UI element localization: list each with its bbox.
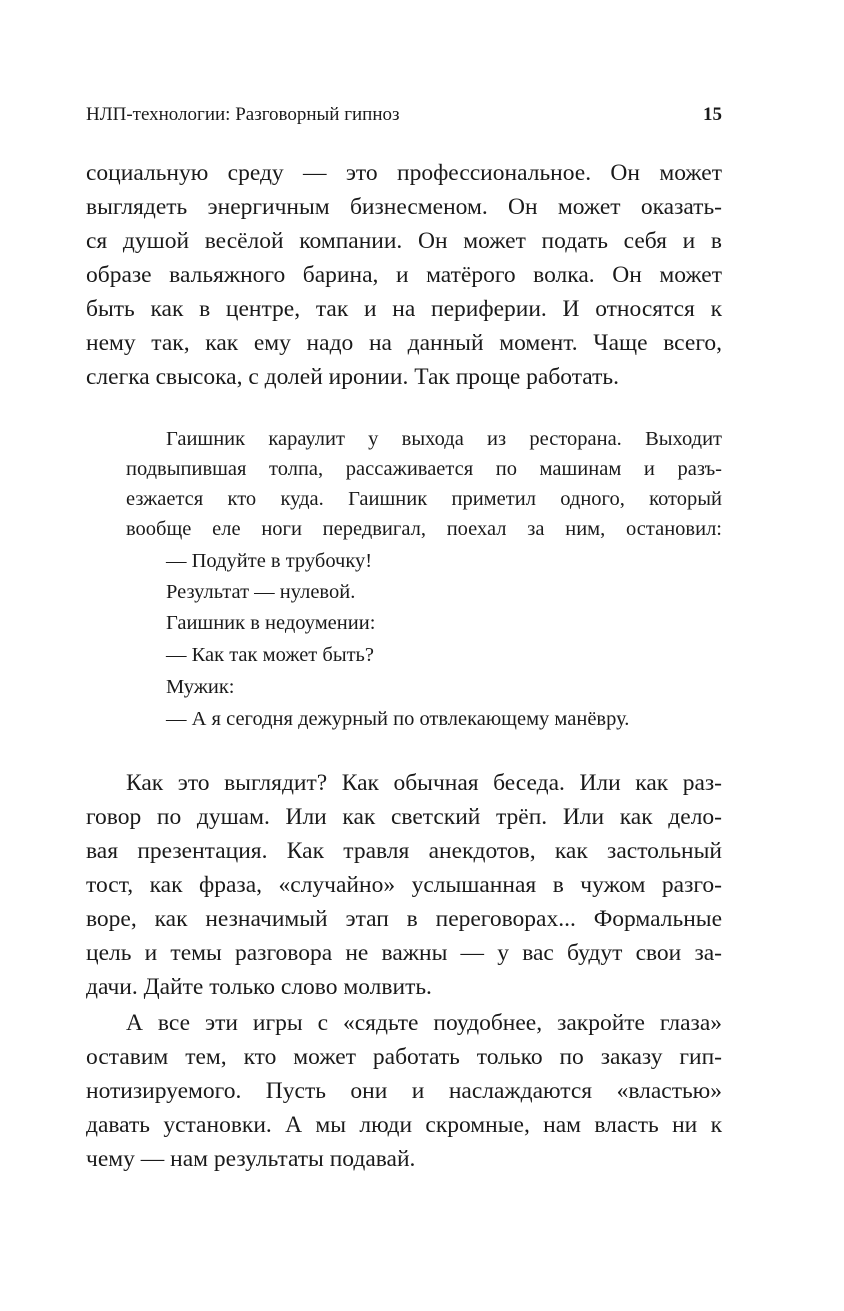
text-line: нему так, как ему надо на данный момент. Чаще всего, <box>86 330 722 356</box>
text-line: воре, как незначимый этап в переговорах... Формальные <box>86 906 722 932</box>
text-line: выглядеть энергичным бизнесменом. Он может оказать- <box>86 194 722 220</box>
text-line: слегка свысока, с долей иронии. Так проще работать. <box>86 364 619 390</box>
text-line: тост, как фраза, «случайно» услышанная в чужом разго- <box>86 872 722 898</box>
text-line: быть как в центре, так и на периферии. И относятся к <box>86 296 722 322</box>
text-line: оставим тем, кто может работать только по заказу гип- <box>86 1044 722 1070</box>
quote-line: — Подуйте в трубочку! <box>166 550 373 572</box>
text-line: А все эти игры с «сядьте поудобнее, закройте глаза» <box>126 1010 722 1036</box>
quote-line: езжается кто куда. Гаишник приметил одного, который <box>126 488 722 510</box>
quote-line: Гаишник в недоумении: <box>166 612 376 634</box>
page-number: 15 <box>703 104 722 125</box>
text-line: цель и темы разговора не важны — у вас будут свои за- <box>86 940 722 966</box>
text-line: дачи. Дайте только слово молвить. <box>86 974 432 1000</box>
text-line: нотизируемого. Пусть они и наслаждаются «властью» <box>86 1078 722 1104</box>
quote-line: — Как так может быть? <box>166 644 375 666</box>
text-line: образе вальяжного барина, и матёрого волка. Он может <box>86 262 722 288</box>
text-line: социальную среду — это профессиональное. Он может <box>86 160 722 186</box>
text-line: вая презентация. Как травля анекдотов, как застольный <box>86 838 722 864</box>
quote-line: Гаишник караулит у выхода из ресторана. Выходит <box>166 428 722 450</box>
quote-line: вообще еле ноги передвигал, поехал за ним, остановил: <box>126 518 722 540</box>
text-line: Как это выглядит? Как обычная беседа. Или как раз- <box>126 770 722 796</box>
text-line: давать установки. А мы люди скромные, нам власть ни к <box>86 1112 722 1138</box>
running-title: НЛП-технологии: Разговорный гипноз <box>86 104 400 125</box>
text-line: чему — нам результаты подавай. <box>86 1146 416 1172</box>
text-line: говор по душам. Или как светский трёп. Или как дело- <box>86 804 722 830</box>
quote-line: — А я сегодня дежурный по отвлекающему манёвру. <box>166 708 630 730</box>
quote-line: Мужик: <box>166 676 235 698</box>
text-line: ся душой весёлой компании. Он может подать себя и в <box>86 228 722 254</box>
quote-line: подвыпившая толпа, рассаживается по машинам и разъ- <box>126 458 722 480</box>
quote-line: Результат — нулевой. <box>166 581 356 603</box>
running-head <box>86 101 722 129</box>
